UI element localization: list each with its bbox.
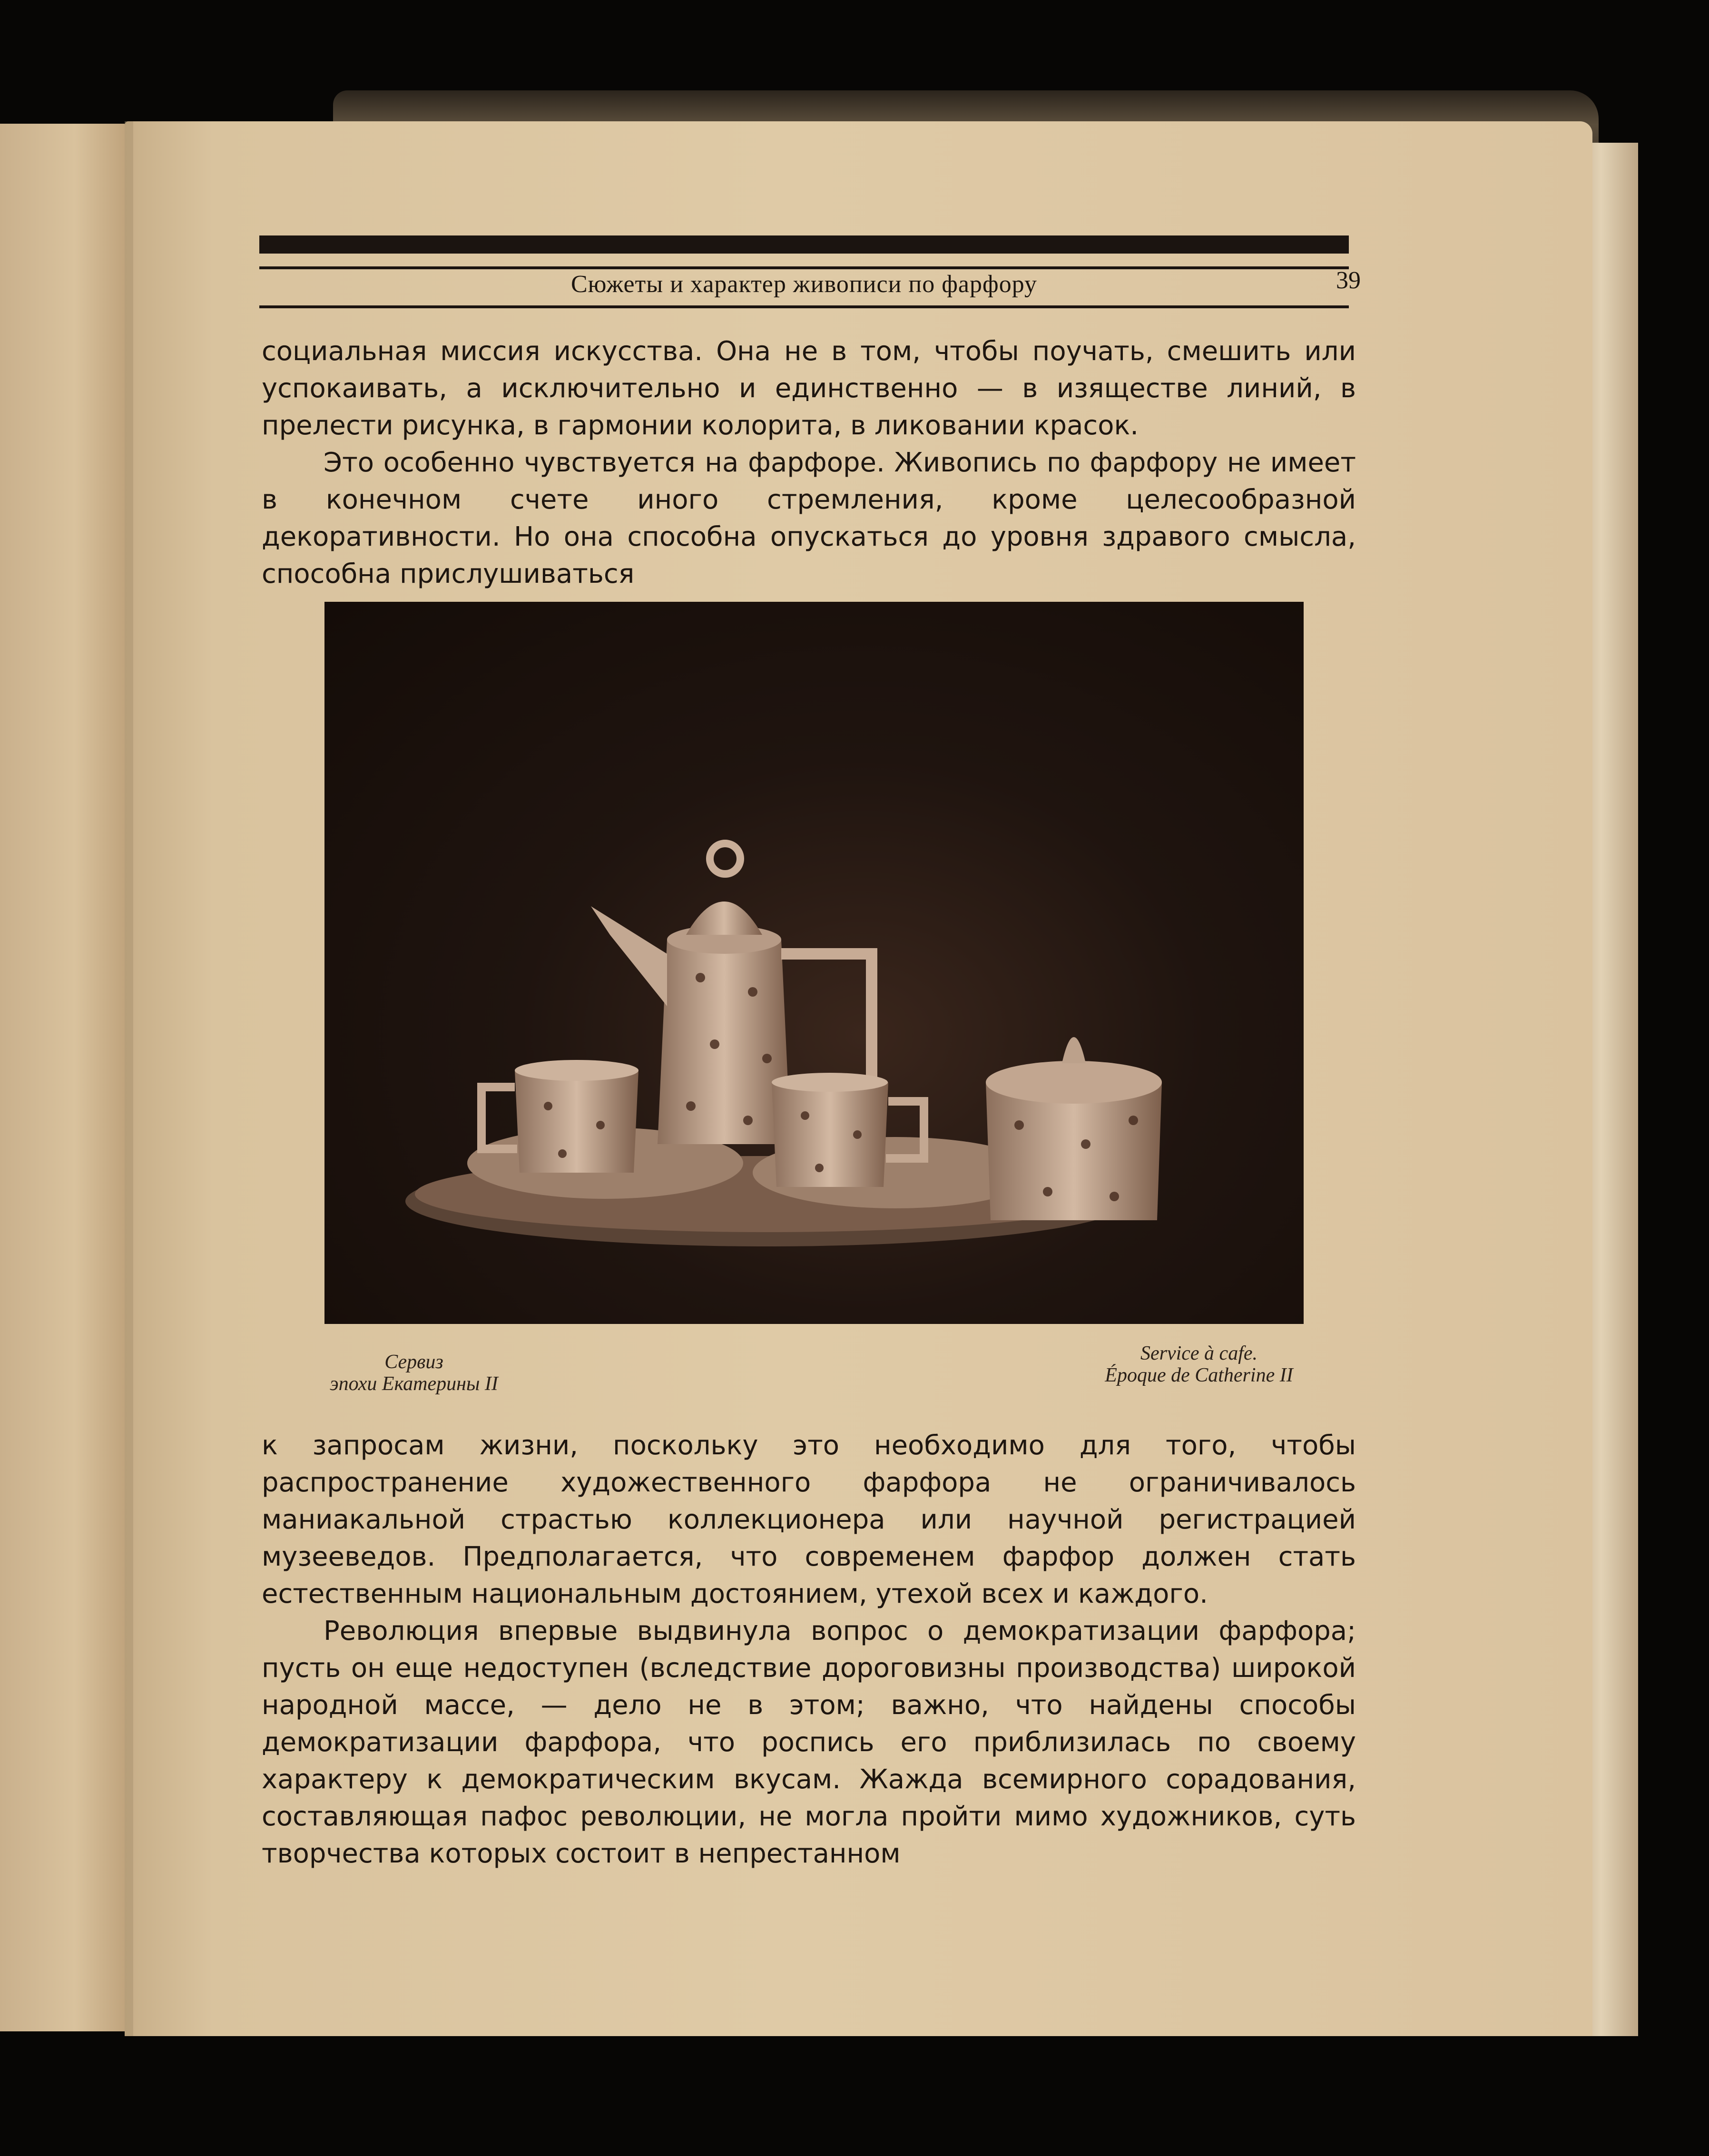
header-rule-bottom (259, 305, 1349, 308)
text-block-top (262, 333, 1356, 593)
running-title: Сюжеты и характер живописи по фарфору (570, 271, 1038, 298)
figure-caption-russian (319, 1351, 509, 1395)
header-rule-thick (259, 235, 1349, 254)
left-page-edge (0, 124, 125, 2031)
header-rule-thin (259, 266, 1349, 269)
caption-line: Époque de Catherine II (1105, 1364, 1293, 1386)
paragraph: Это особенно чувствуется на фарфоре. Живопись по фарфору не имеет в конечном счете иного стремления, кроме целесообразной декоративности. Но она способна опускаться до уровня здравого смысла, способна прислушиваться (262, 447, 1356, 589)
page-gutter (125, 121, 133, 2036)
coffee-service-image (324, 602, 1304, 1324)
text-block-bottom (262, 1427, 1356, 1872)
caption-line: Сервиз (384, 1351, 443, 1373)
paragraph: к запросам жизни, поскольку это необходимо для того, чтобы распространение художественного фарфора не ограничивалось маниакальной страстью коллекционера или научной регистрацией музееведов. Предполагается, что современем фарфор должен стать естественным национальным достоянием, утехой всех и каждого. (262, 1430, 1356, 1609)
caption-line: эпохи Екатерины II (330, 1373, 498, 1395)
page-number: 39 (1336, 267, 1361, 294)
caption-line: Service à cafe. (1140, 1343, 1258, 1364)
paragraph: Революция впервые выдвинула вопрос о демократизации фарфора; пусть он еще недоступен (вследствие дороговизны производства) широкой народной массе, — дело не в этом; важно, что найдены способы демократизации фарфора, что роспись его приблизилась по своему характеру к демократическим вкусам. Жажда всемирного сорадования, составляющая пафос революции, не могла пройти мимо художников, суть творчества которых состоит в непрестанном (262, 1616, 1356, 1869)
porcelain-photo (324, 602, 1304, 1324)
figure-caption-french (1066, 1343, 1332, 1386)
paragraph: социальная миссия искусства. Она не в том, чтобы поучать, смешить или успокаивать, а исключительно и единственно — в изяществе линий, в прелести рисунка, в гармонии колорита, в ликовании красок. (262, 336, 1356, 441)
